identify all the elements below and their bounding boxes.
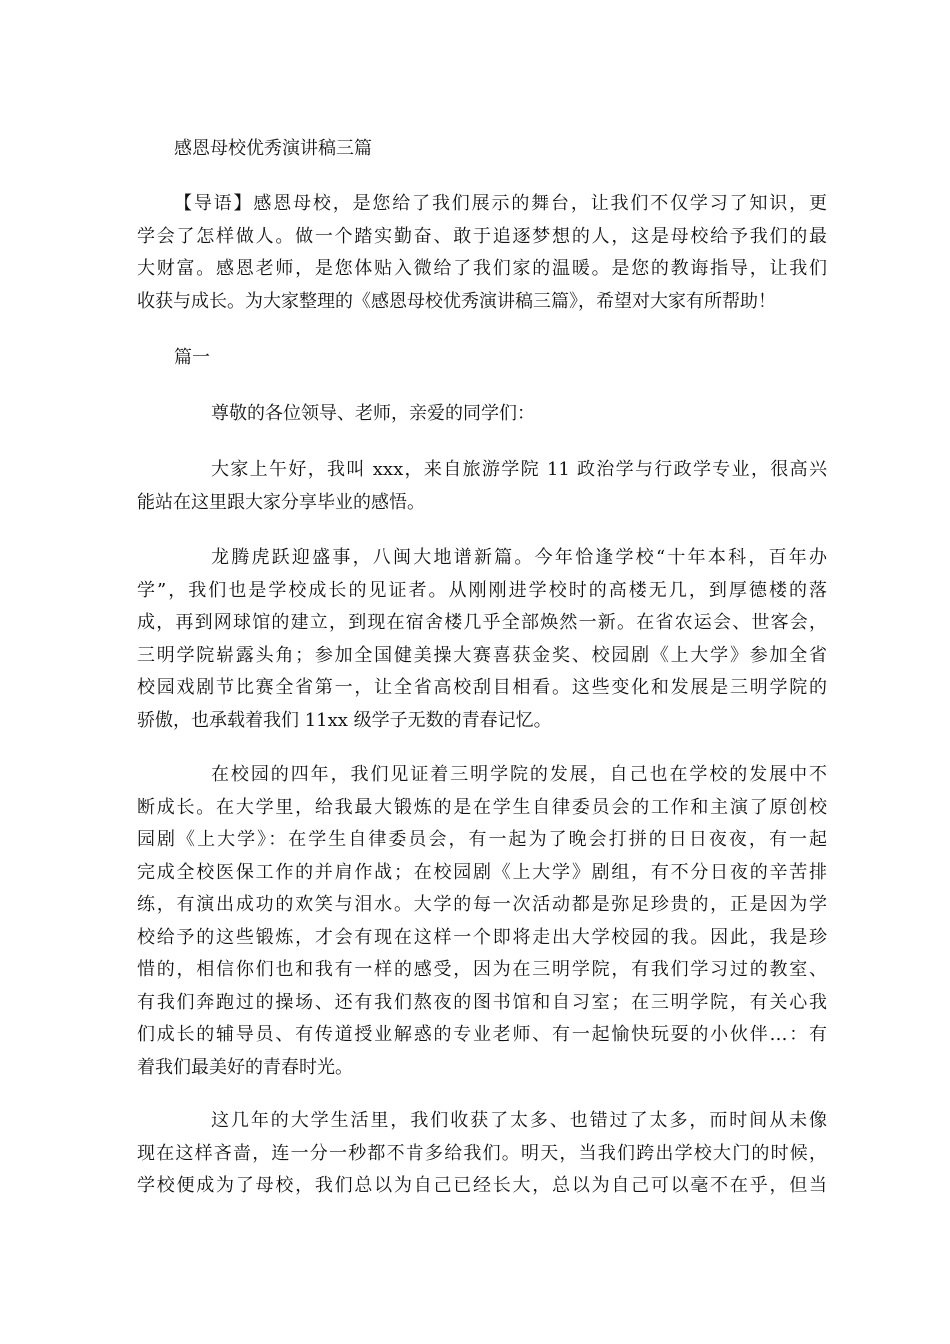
paragraph-line: 断成长。在大学里，给我最大锻炼的是在学生自律委员会的工作和主演了原创校 <box>137 796 827 818</box>
intro-paragraph <box>137 188 827 318</box>
paragraph-line: 校给予的这些锻炼，才会有现在这样一个即将走出大学校园的我。因此，我是珍 <box>137 926 827 948</box>
paragraph-line: 完成全校医保工作的并肩作战；在校园剧《上大学》剧组，有不分日夜的辛苦排 <box>137 861 827 883</box>
paragraph-line: 骄傲，也承载着我们 11xx 级学子无数的青春记忆。 <box>137 709 552 731</box>
paragraph-line: 园剧《上大学》：在学生自律委员会，有一起为了晚会打拼的日日夜夜，有一起 <box>137 829 827 850</box>
paragraph-3 <box>137 759 827 1084</box>
section-heading: 篇一 <box>174 347 210 368</box>
paragraph-line: 们成长的辅导员、有传道授业解惑的专业老师、有一起愉快玩耍的小伙伴…：有 <box>137 1024 827 1045</box>
paragraph-line: 现在这样吝啬，连一分一秒都不肯多给我们。明天，当我们跨出学校大门的时候， <box>137 1142 827 1164</box>
paragraph-1 <box>137 454 827 519</box>
paragraph-line: 着我们最美好的青春时光。 <box>137 1056 353 1078</box>
paragraph-line: 这几年的大学生活里，我们收获了太多、也错过了太多，而时间从未像 <box>211 1110 827 1131</box>
intro-line: 学会了怎样做人。做一个踏实勤奋、敢于追逐梦想的人，这是母校给予我们的最 <box>137 225 827 247</box>
intro-line: 【导语】感恩母校，是您给了我们展示的舞台，让我们不仅学习了知识，更 <box>174 193 827 214</box>
paragraph-line: 三明学院崭露头角；参加全国健美操大赛喜获金奖、校园剧《上大学》参加全省 <box>137 644 827 666</box>
paragraph-line: 学”，我们也是学校成长的见证者。从刚刚进学校时的高楼无几，到厚德楼的落 <box>137 579 827 601</box>
document-title: 感恩母校优秀演讲稿三篇 <box>174 138 372 159</box>
paragraph-4 <box>137 1105 827 1203</box>
paragraph-line: 大家上午好，我叫 xxx，来自旅游学院 11 政治学与行政学专业，很高兴 <box>211 459 827 480</box>
paragraph-line: 龙腾虎跃迎盛事，八闽大地谱新篇。今年恰逢学校“十年本科，百年办 <box>211 547 827 568</box>
paragraph-2 <box>137 542 827 737</box>
intro-line: 收获与成长。为大家整理的《感恩母校优秀演讲稿三篇》，希望对大家有所帮助！ <box>137 290 776 312</box>
paragraph-line: 在校园的四年，我们见证着三明学院的发展，自己也在学校的发展中不 <box>211 764 827 785</box>
intro-line: 大财富。感恩老师，是您体贴入微给了我们家的温暖。是您的教诲指导，让我们 <box>137 258 827 279</box>
paragraph-line: 有我们奔跑过的操场、还有我们熬夜的图书馆和自习室；在三明学院，有关心我 <box>137 991 827 1013</box>
paragraph-line: 成，再到网球馆的建立，到现在宿舍楼几乎全部焕然一新。在省农运会、世客会， <box>137 612 827 633</box>
paragraph-line: 练，有演出成功的欢笑与泪水。大学的每一次活动都是弥足珍贵的，正是因为学 <box>137 894 827 915</box>
salutation: 尊敬的各位领导、老师，亲爱的同学们： <box>211 403 535 424</box>
paragraph-line: 惜的，相信你们也和我有一样的感受，因为在三明学院，有我们学习过的教室、 <box>137 959 827 980</box>
paragraph-line: 校园戏剧节比赛全省第一，让全省高校刮目相看。这些变化和发展是三明学院的 <box>137 677 827 698</box>
paragraph-line: 能站在这里跟大家分享毕业的感悟。 <box>137 491 425 513</box>
paragraph-line: 学校便成为了母校，我们总以为自己已经长大，总以为自己可以毫不在乎，但当 <box>137 1175 827 1196</box>
